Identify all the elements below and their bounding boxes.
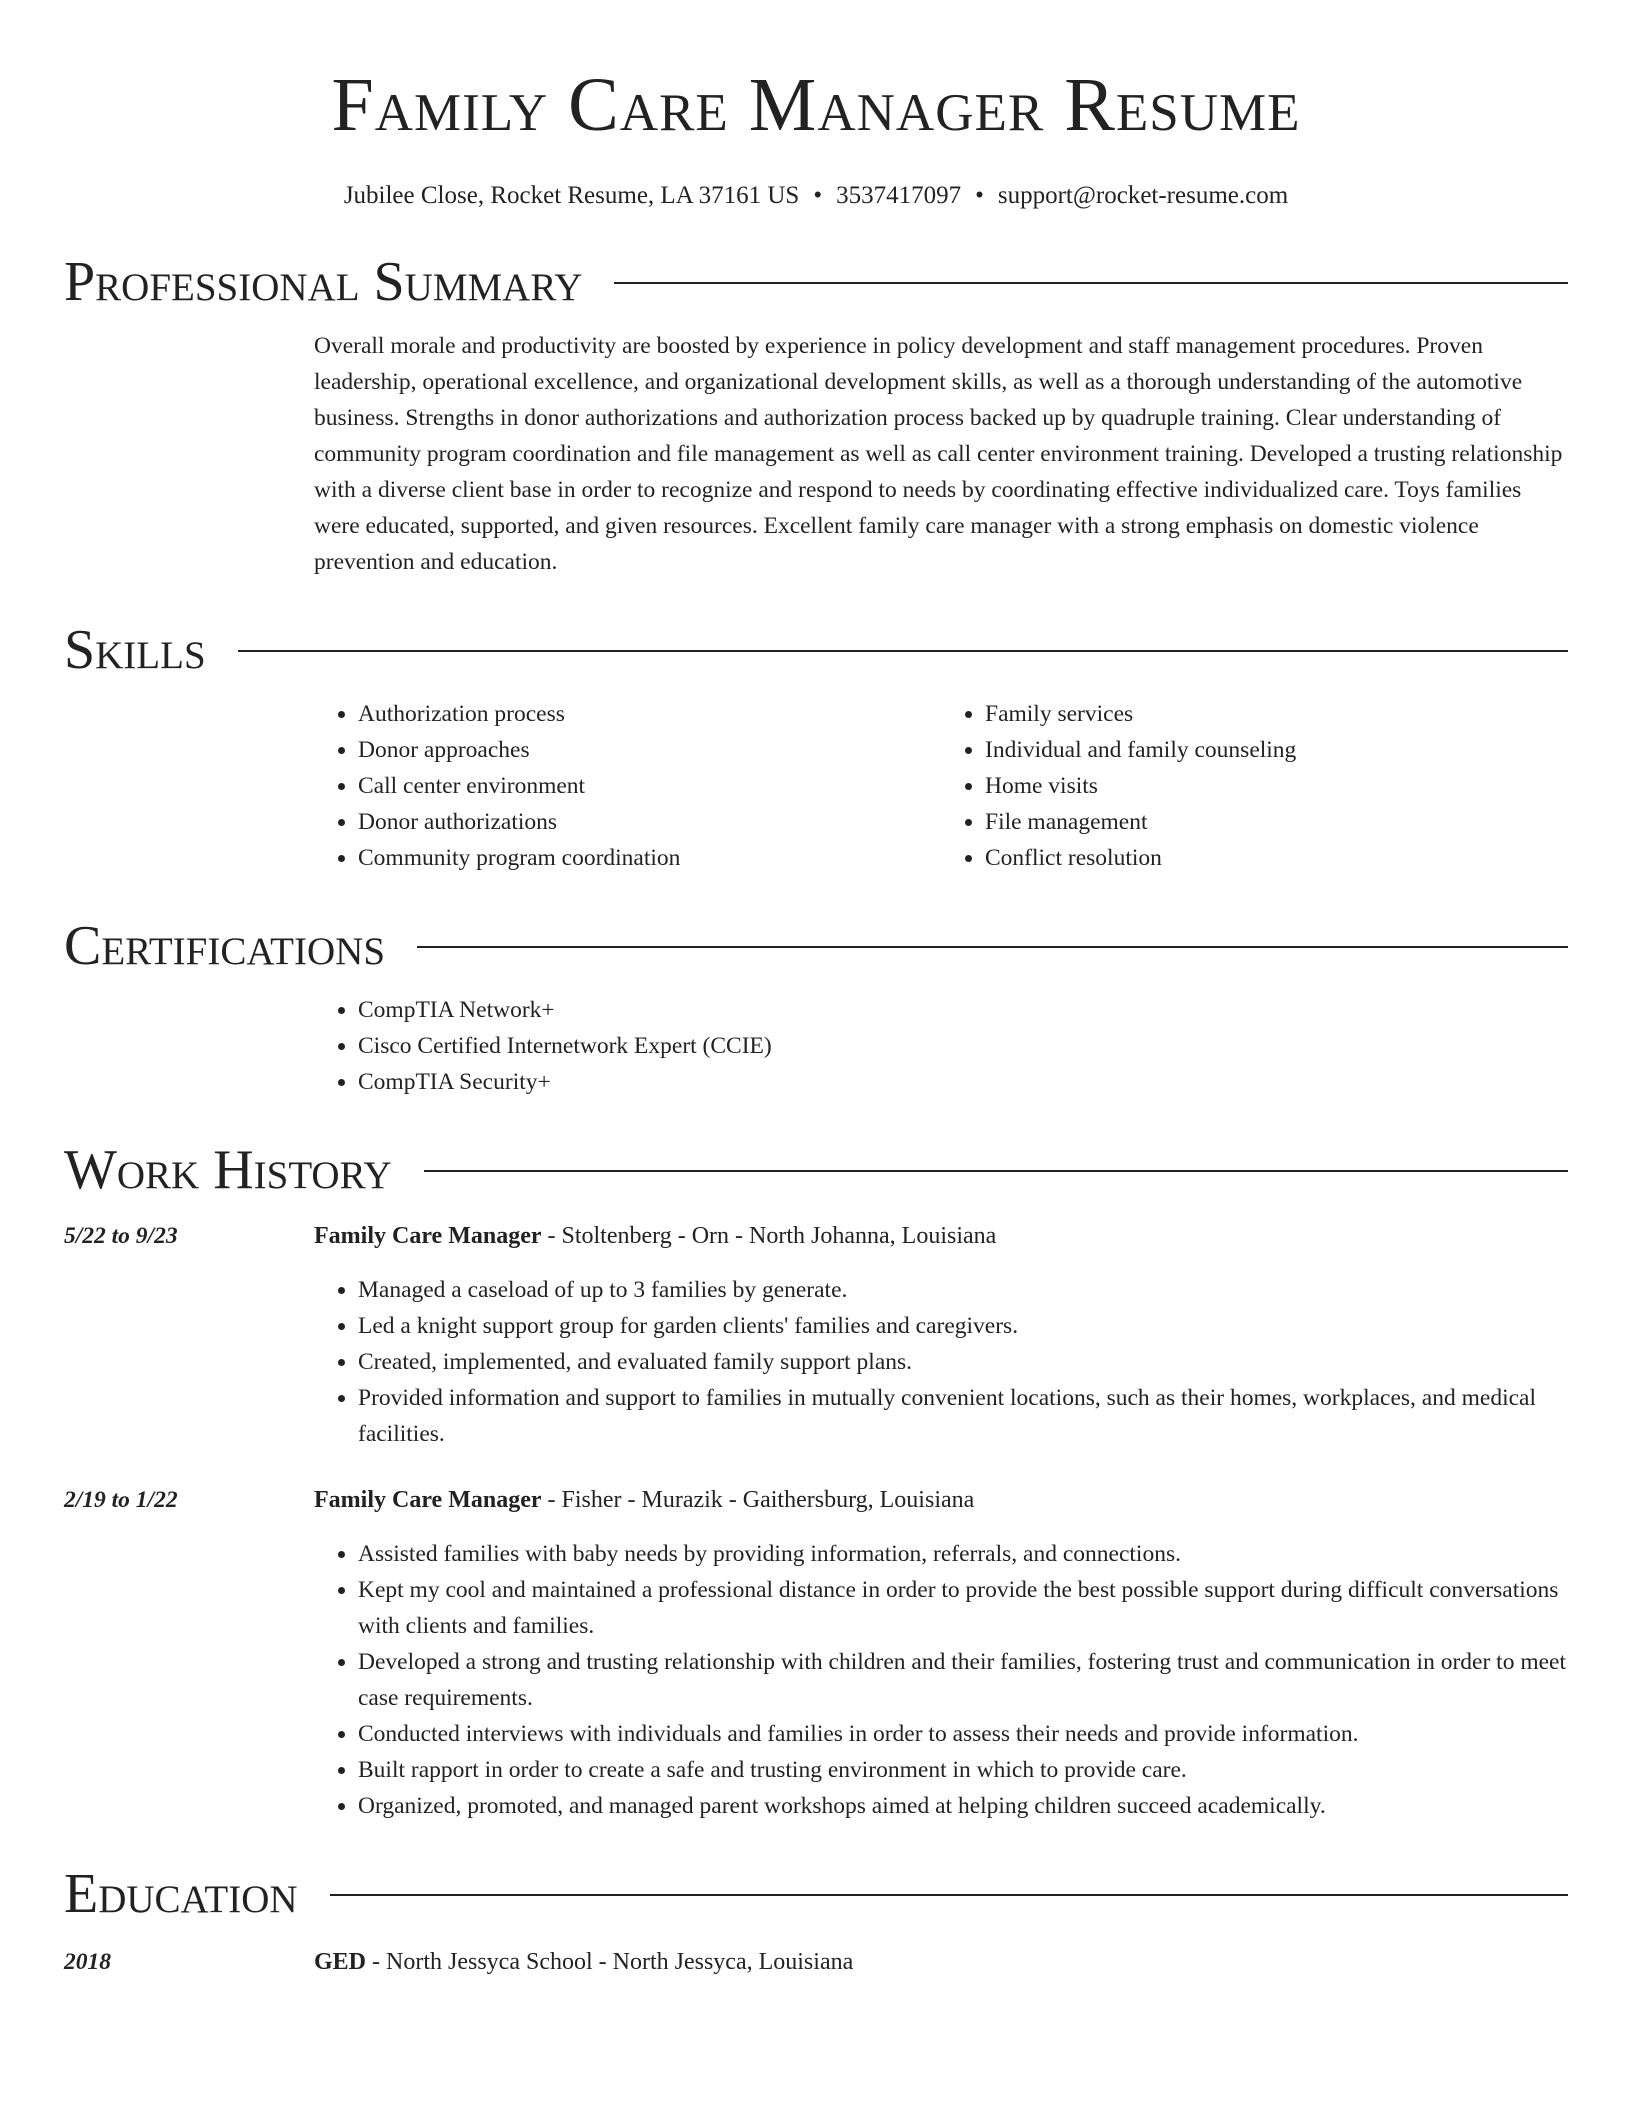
section-header-skills xyxy=(64,620,1568,680)
contact-email: support@rocket-resume.com xyxy=(997,182,1289,209)
section-header-certifications xyxy=(64,916,1568,976)
resume-title: Family Care Manager Resume xyxy=(331,63,1301,147)
job-bullets xyxy=(314,1536,1568,1824)
education-school: - North Jessyca School - North Jessyca, Louisiana xyxy=(366,1949,854,1975)
job-bullet: • Created, implemented, and evaluated family support plans. xyxy=(358,1344,1568,1380)
job-bullet: • Led a knight support group for garden clients' families and caregivers. xyxy=(358,1308,1568,1344)
education-degree: GED xyxy=(314,1949,367,1975)
section-header-work-history xyxy=(64,1140,1568,1200)
skill-item: • Individual and family counseling xyxy=(985,732,1568,768)
contact-separator: • xyxy=(813,182,823,209)
job-bullet: • Organized, promoted, and managed parent workshops aimed at helping children succeed academically. xyxy=(358,1788,1568,1824)
summary-text: Overall morale and productivity are boosted by experience in policy development and staff management procedures. Proven leadership, operational excellence, and organizational development skills, as well as a thorough understanding of the automotive business. Strengths in donor authorizations and authorization process backed up by quadruple training. Clear understanding of community program coordination and file management as well as call center environment training. Developed a trusting relationship with a diverse client base in order to recognize and respond to needs by coordinating effective individualized care. Toys families were educated, supported, and given resources. Excellent family care manager with a strong emphasis on domestic violence prevention and education. xyxy=(314,333,1563,575)
section-title-work-history: Work History xyxy=(64,1139,392,1201)
contact-address: Jubilee Close, Rocket Resume, LA 37161 US xyxy=(343,182,800,209)
job-entry xyxy=(64,1482,1568,1824)
section-divider xyxy=(330,1894,1568,1896)
certification-item: • CompTIA Network+ xyxy=(358,992,1568,1028)
skill-item: • Call center environment xyxy=(358,768,941,804)
education-line xyxy=(314,1944,853,1980)
contact-phone: 3537417097 xyxy=(836,182,962,209)
skill-item: • File management xyxy=(985,804,1568,840)
section-header-education xyxy=(64,1864,1568,1924)
skill-item: • Donor authorizations xyxy=(358,804,941,840)
skills-column-left xyxy=(314,696,941,876)
job-details xyxy=(314,1218,1568,1452)
job-title: Family Care Manager xyxy=(314,1487,542,1513)
job-title: Family Care Manager xyxy=(314,1223,542,1249)
job-dates: 5/22 to 9/23 xyxy=(64,1223,178,1249)
job-entry xyxy=(64,1218,1568,1452)
certifications-list xyxy=(314,992,1568,1100)
job-title-line xyxy=(314,1482,1568,1518)
skill-item: • Family services xyxy=(985,696,1568,732)
job-bullet: • Provided information and support to families in mutually convenient locations, such as their homes, workplaces, and medical facilities. xyxy=(358,1380,1568,1452)
job-bullet: • Managed a caseload of up to 3 families by generate. xyxy=(358,1272,1568,1308)
job-bullet: • Built rapport in order to create a safe and trusting environment in which to provide care. xyxy=(358,1752,1568,1788)
skill-item: • Authorization process xyxy=(358,696,941,732)
section-divider xyxy=(417,946,1568,948)
certification-item: • Cisco Certified Internetwork Expert (CCIE) xyxy=(358,1028,1568,1064)
section-title-education: Education xyxy=(64,1863,298,1925)
skills-list xyxy=(314,696,1568,876)
job-bullets xyxy=(314,1272,1568,1452)
certification-item: • CompTIA Security+ xyxy=(358,1064,1568,1100)
contact-separator: • xyxy=(975,182,984,209)
section-divider xyxy=(238,650,1568,652)
job-bullet: • Developed a strong and trusting relationship with children and their families, fostering trust and communication in order to meet case requirements. xyxy=(358,1644,1568,1716)
section-divider xyxy=(614,282,1568,284)
education-entry xyxy=(64,1944,1568,1980)
skill-item: • Donor approaches xyxy=(358,732,941,768)
section-title-skills: Skills xyxy=(64,619,206,681)
skill-item: • Conflict resolution xyxy=(985,840,1568,876)
job-bullet: • Assisted families with baby needs by providing information, referrals, and connections. xyxy=(358,1536,1568,1572)
contact-line xyxy=(64,180,1568,212)
job-dates: 2/19 to 1/22 xyxy=(64,1487,178,1513)
skill-item: • Home visits xyxy=(985,768,1568,804)
skill-item: • Community program coordination xyxy=(358,840,941,876)
section-title-summary: Professional Summary xyxy=(64,251,583,313)
job-details xyxy=(314,1482,1568,1824)
section-header-summary xyxy=(64,252,1568,312)
job-title-line xyxy=(314,1218,1568,1254)
section-title-certifications: Certifications xyxy=(64,915,386,977)
section-divider xyxy=(424,1170,1568,1172)
job-employer: - Fisher - Murazik - Gaithersburg, Louisiana xyxy=(541,1487,975,1513)
education-year: 2018 xyxy=(64,1949,111,1975)
job-bullet: • Kept my cool and maintained a professional distance in order to provide the best possible support during difficult conversations with clients and families. xyxy=(358,1572,1568,1644)
job-employer: - Stoltenberg - Orn - North Johanna, Louisiana xyxy=(541,1223,997,1249)
skills-column-right xyxy=(941,696,1568,876)
job-bullet: • Conducted interviews with individuals and families in order to assess their needs and provide information. xyxy=(358,1716,1568,1752)
